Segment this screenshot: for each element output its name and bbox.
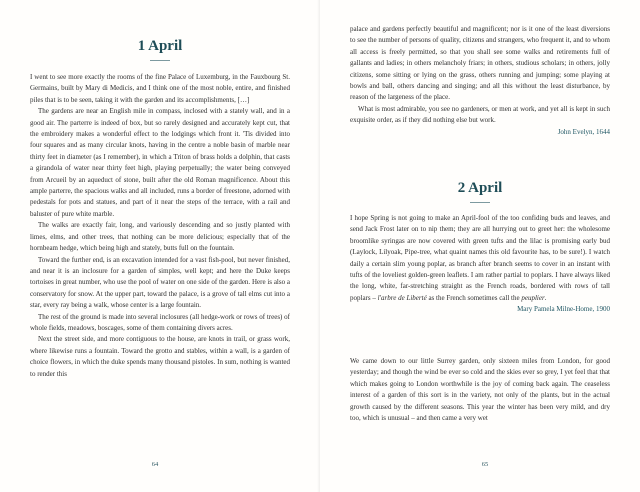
right-heading-block xyxy=(320,180,640,203)
paragraph: We came down to our little Surrey garden, only sixteen miles from London, for good yesterday; and though the wind be ever so cold and the skies ever so grey, I yet feel that that which makes going to London worthwhile is the joy of coming back again. The ceaseless interest of a garden of this sort is in the variety, not only of the plants, but in the actual growth caused by the different seasons. This year the winter has been very mild, and dry too, which is unusual – and then came a very wet xyxy=(350,357,610,423)
paragraph: Next the street side, and more contiguous to the house, are knots in trail, or grass work, where likewise runs a fountain. Toward the grotto and stables, within a wall, is a garden of choice flowers, in which the duke spends many thousand pistoles. In sum, nothing is wanted to render this xyxy=(30,335,290,378)
italic-phrase: l'arbre de Liberté xyxy=(377,293,427,302)
paragraph: palace and gardens perfectly beautiful and magnificent; nor is it one of the least diversions to see the number of persons of quality, citizens and strangers, who frequent it, and to whom all access is freely permitted, so that you shall see some walks and retirements full of gallants and ladies; in others melancholy friars; in others, studious scholars; in others, jolly citizens, some sitting or lying on the grass, others running and jumping; some playing at bowls and ball, others dancing and singing; and all this without the least disturbance, by reason of the largeness of the place. xyxy=(350,25,610,102)
paragraph: The rest of the ground is made into several inclosures (all hedge-work or rows of trees) of whole fields, meadows, boscages, some of them containing divers acres. xyxy=(30,312,290,332)
left-body-text xyxy=(30,72,290,380)
paragraph: The walks are exactly fair, long, and variously descending and so justly planted with limes, elms, and other trees, that nothing can be more delicious; especially that of the hornbeam hedge, which being high and stately, butts full on the fountain. xyxy=(30,221,290,253)
attribution-milne-home: Mary Pamela Milne-Home, 1900 xyxy=(517,305,610,314)
right-page xyxy=(320,0,640,492)
heading-rule xyxy=(470,202,490,203)
right-entry-2-text xyxy=(350,213,610,316)
italic-word: peuplier xyxy=(521,293,545,302)
paragraph xyxy=(350,213,610,304)
page-number-right: 65 xyxy=(481,461,489,468)
entry-text: I hope Spring is not going to make an April-fool of the too confiding buds and leaves, and send Jack Frost later on to nip them; they are all hurrying out to greet her: the wholesome broomlike syringas are now covered with green tufts and the lilac is promising early bud (Laylock, Lilyoak, Pipe-tree, what quaint names this old favourite has, to be sure!). I watch daily a certain slim young poplar, as branch after branch seems to cover in an instant with tufts of the loveliest golden-green leaflets. I am rather partial to poplars. I have always liked the long, white, far-stretching straight as the French roads, bordered with rows of tall poplars – xyxy=(350,214,610,302)
entry-text: as the French sometimes call the xyxy=(426,293,522,302)
entry-heading-2-april: 2 April xyxy=(457,180,503,196)
right-entry-3-text xyxy=(350,356,610,424)
paragraph: I went to see more exactly the rooms of the fine Palace of Luxemburg, in the Fauxbourg St. Germains, built by Mary di Medicis, and I think one of the most noble, entire, and finished piles that is to be seen, taking it with the garden and its accomplishments, […] xyxy=(30,73,290,104)
entry-heading-1-april: 1 April xyxy=(137,38,183,54)
page-number-left: 64 xyxy=(151,461,159,468)
right-top-text xyxy=(350,24,610,138)
entry-text: . xyxy=(544,293,547,302)
attribution-evelyn: John Evelyn, 1644 xyxy=(557,127,610,136)
heading-rule xyxy=(150,60,170,61)
left-heading-block xyxy=(0,38,320,61)
paragraph: What is most admirable, you see no gardeners, or men at work, and yet all is kept in such exquisite order, as if they did nothing else but work. xyxy=(350,104,610,125)
paragraph: The gardens are near an English mile in compass, inclosed with a stately wall, and in a good air. The parterre is indeed of box, but so rarely designed and accurately kept cut, that the embroidery makes a wonderful effect to the lodgings which front it. 'Tis divided into four squares and as many circular knots, having in the centre a noble basin of marble near thirty feet in diameter (as I remember), in which a Triton of brass holds a dolphin, that casts a girandola of water near thirty feet high, playing perpetually; the water being conveyed from Arcueil by an aqueduct of stone, built after the old Roman magnificence. About this ample parterre, the spacious walks and all included, runs a border of freestone, adorned with pedestals for pots and statues, and part of it near the steps of the terrace, with a rail and baluster of pure white marble. xyxy=(30,107,290,218)
paragraph: Toward the further end, is an excavation intended for a vast fish-pool, but never finished, and near it is an inclosure for a garden of simples, well kept; and here the Duke keeps tortoises in great number, who use the pool of water on one side of the garden. Here is also a conservatory for snow. At the upper part, toward the palace, is a grove of tall elms cut into a star, every ray being a walk, whose center is a large fountain. xyxy=(30,255,290,310)
